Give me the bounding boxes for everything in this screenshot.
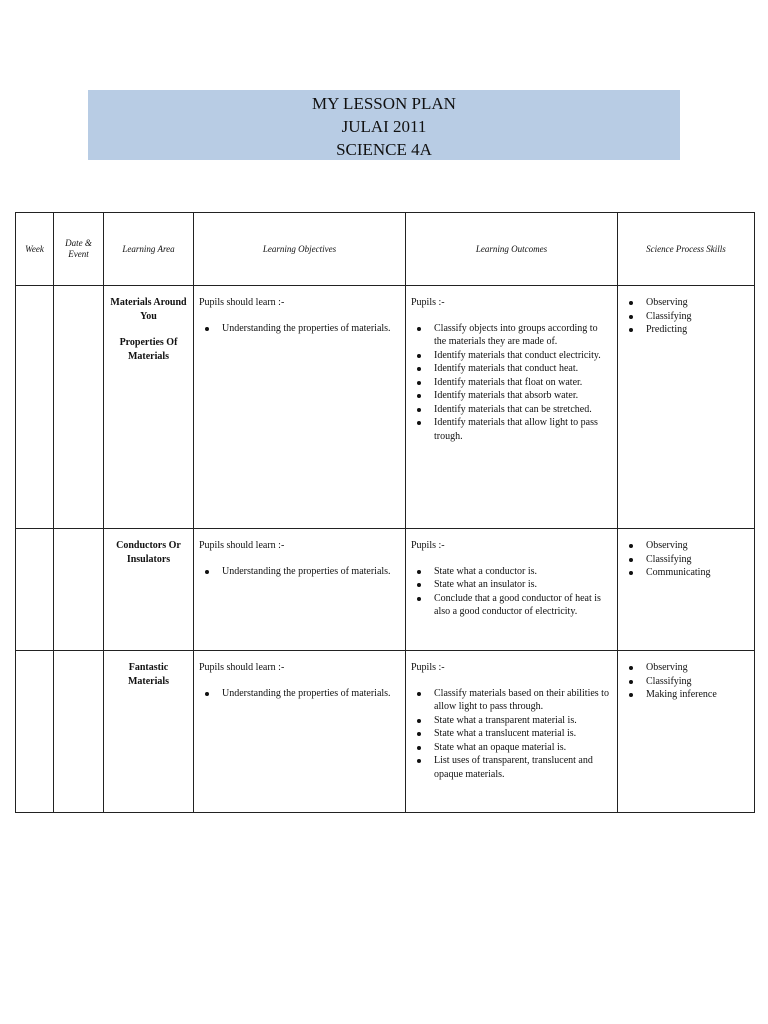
table-row	[16, 286, 755, 529]
learning-area-cell	[104, 286, 194, 529]
outcome-item: Identify materials that conduct heat.	[434, 362, 612, 376]
objectives-cell	[194, 286, 406, 529]
skill-item: Classifying	[646, 310, 749, 324]
column-header-learning-objectives: Learning Objectives	[194, 213, 406, 286]
title-line-2: JULAI 2011	[341, 117, 427, 136]
learning-area-title: Conductors Or Insulators	[116, 540, 181, 565]
outcome-item: List uses of transparent, translucent and opaque materials.	[434, 754, 612, 781]
table-header-row	[16, 213, 755, 286]
objective-item: Understanding the properties of materials.	[222, 565, 400, 579]
learning-area-title: Fantastic Materials	[127, 662, 170, 687]
title-line-3: SCIENCE 4A	[336, 140, 432, 159]
objective-item: Understanding the properties of materials.	[222, 687, 400, 701]
outcome-item: State what an insulator is.	[434, 578, 612, 592]
outcome-item: Identify materials that absorb water.	[434, 389, 612, 403]
column-header-date-event: Date & Event	[54, 213, 104, 286]
outcomes-cell	[406, 651, 618, 813]
outcome-item: State what a transparent material is.	[434, 714, 612, 728]
outcome-item: State what a conductor is.	[434, 565, 612, 579]
skill-item: Observing	[646, 661, 749, 675]
skills-cell	[618, 529, 755, 651]
column-header-week: Week	[16, 213, 54, 286]
outcomes-cell	[406, 286, 618, 529]
outcome-item: State what a translucent material is.	[434, 727, 612, 741]
learning-area-subtitle: Properties Of Materials	[119, 337, 178, 362]
outcomes-intro: Pupils :-	[411, 540, 445, 551]
skill-item: Making inference	[646, 688, 749, 702]
objective-item: Understanding the properties of materials.	[222, 322, 400, 336]
date-event-cell	[54, 651, 104, 813]
skill-item: Classifying	[646, 553, 749, 567]
skill-item: Communicating	[646, 566, 749, 580]
week-cell	[16, 529, 54, 651]
skills-cell	[618, 286, 755, 529]
skill-item: Classifying	[646, 675, 749, 689]
date-event-cell	[54, 286, 104, 529]
outcome-item: Identify materials that allow light to pass trough.	[434, 416, 612, 443]
week-cell	[16, 651, 54, 813]
outcome-item: State what an opaque material is.	[434, 741, 612, 755]
title-line-1: MY LESSON PLAN	[312, 94, 456, 113]
skill-item: Predicting	[646, 323, 749, 337]
skill-item: Observing	[646, 539, 749, 553]
week-cell	[16, 286, 54, 529]
objectives-intro: Pupils should learn :-	[199, 662, 285, 673]
lesson-plan-table	[15, 212, 755, 813]
learning-area-cell	[104, 651, 194, 813]
outcome-item: Identify materials that conduct electricity.	[434, 349, 612, 363]
column-header-learning-outcomes: Learning Outcomes	[406, 213, 618, 286]
learning-area-cell	[104, 529, 194, 651]
column-header-learning-area: Learning Area	[104, 213, 194, 286]
outcome-item: Identify materials that float on water.	[434, 376, 612, 390]
objectives-intro: Pupils should learn :-	[199, 540, 285, 551]
outcomes-intro: Pupils :-	[411, 662, 445, 673]
learning-area-title: Materials Around You	[110, 297, 187, 322]
objectives-cell	[194, 529, 406, 651]
table-row	[16, 651, 755, 813]
column-header-process-skills: Science Process Skills	[618, 213, 755, 286]
skill-item: Observing	[646, 296, 749, 310]
document-title-banner	[88, 90, 680, 160]
outcome-item: Classify objects into groups according to the materials they are made of.	[434, 322, 612, 349]
outcomes-cell	[406, 529, 618, 651]
table-row	[16, 529, 755, 651]
date-event-cell	[54, 529, 104, 651]
outcome-item: Conclude that a good conductor of heat is also a good conductor of electricity.	[434, 592, 612, 619]
objectives-intro: Pupils should learn :-	[199, 297, 285, 308]
outcome-item: Identify materials that can be stretched.	[434, 403, 612, 417]
outcome-item: Classify materials based on their abilities to allow light to pass through.	[434, 687, 612, 714]
outcomes-intro: Pupils :-	[411, 297, 445, 308]
skills-cell	[618, 651, 755, 813]
objectives-cell	[194, 651, 406, 813]
